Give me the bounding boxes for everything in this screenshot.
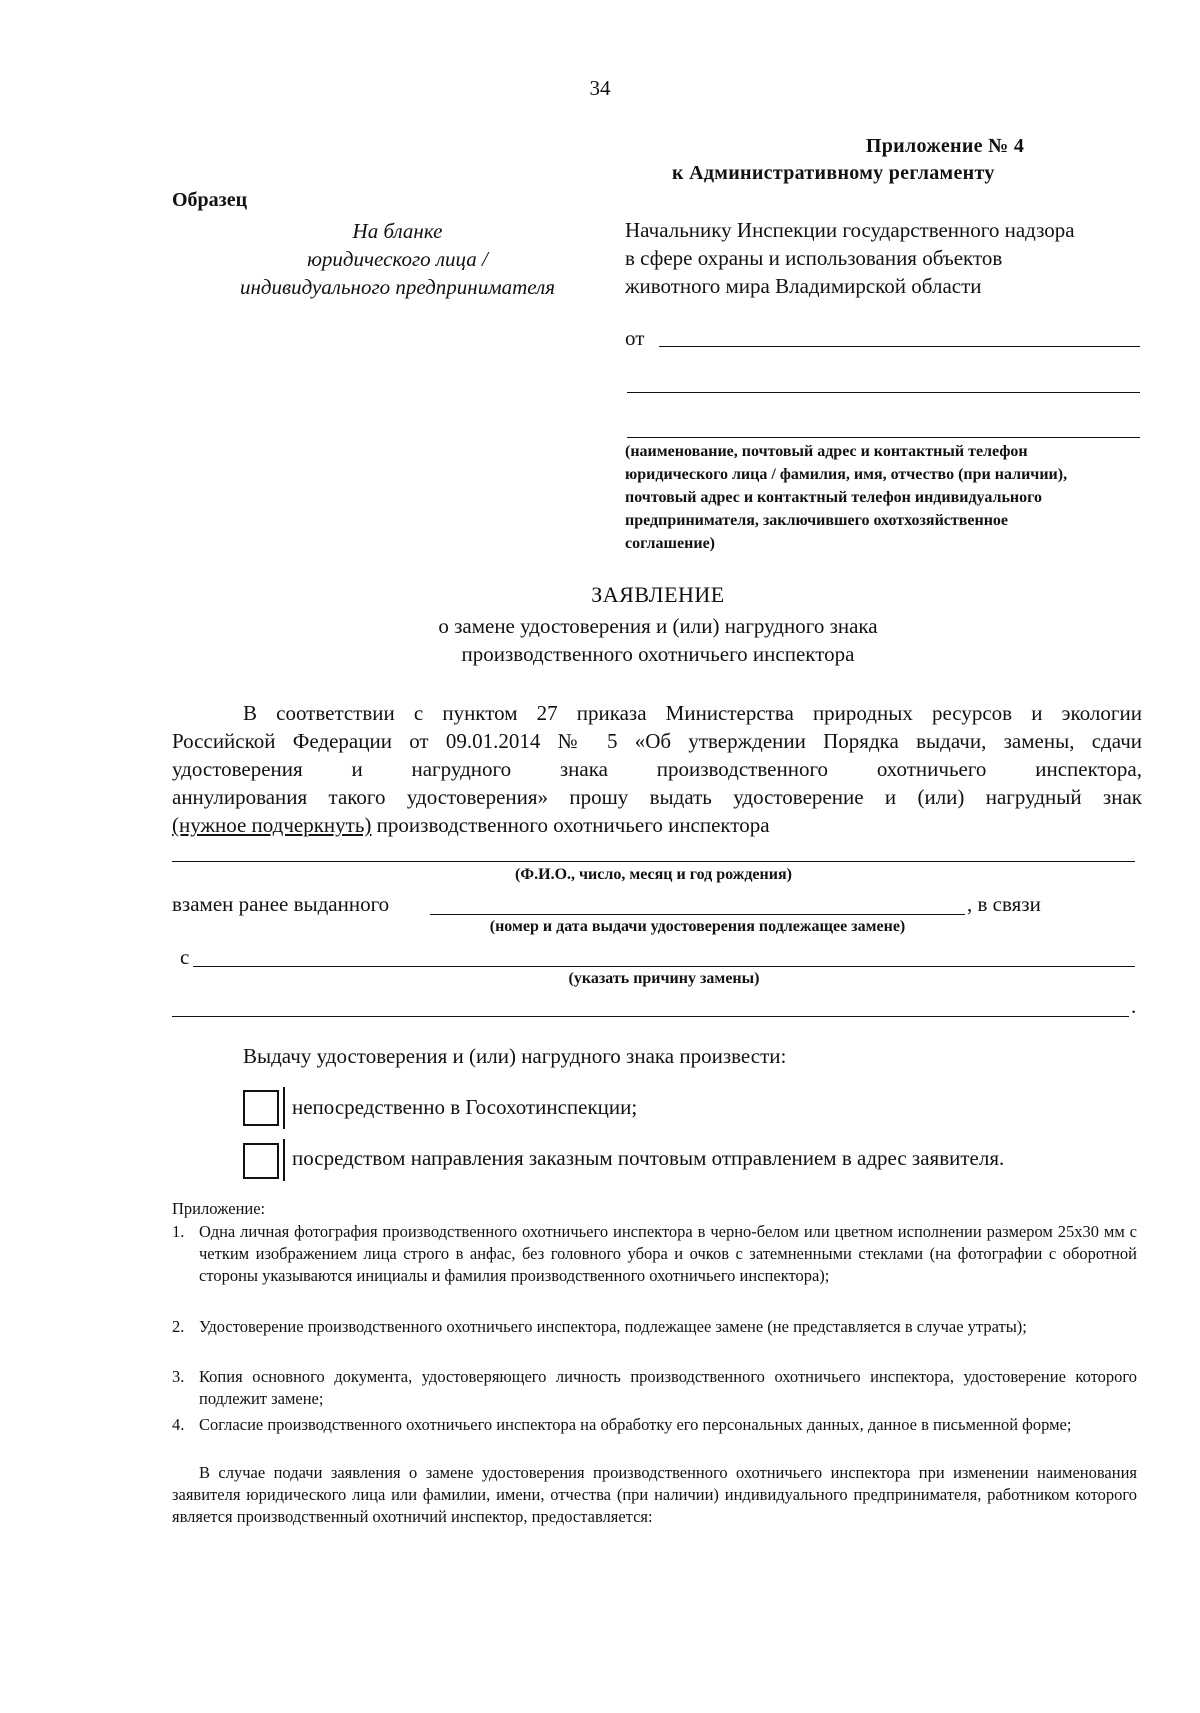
reason-hint: (указать причину замены)	[568, 970, 760, 987]
body-line: В соответствии с пунктом 27 приказа Министерства природных ресурсов и экологии	[243, 701, 1142, 725]
option-mail-checkbox[interactable]	[243, 1143, 279, 1179]
address-hint-line: соглашение)	[625, 535, 716, 552]
attachment-text: Копия основного документа, удостоверяющего личность производственного охотничьего инспектора, удостоверение которого подлежит замене;	[199, 1367, 1137, 1408]
attachment-number: 2.	[172, 1317, 185, 1336]
body-line: аннулирования такого удостоверения» прошу выдать удостоверение и (или) нагрудный знак	[172, 785, 1142, 809]
replace-label: взамен ранее выданного	[172, 892, 390, 916]
end-dot: .	[1131, 994, 1137, 1018]
replace-hint: (номер и дата выдачи удостоверения подлежащее замене)	[489, 918, 906, 935]
from-line-2[interactable]	[627, 392, 1140, 393]
attachment-item	[172, 1414, 1137, 1460]
document-subtitle: о замене удостоверения и (или) нагрудного знака	[438, 614, 878, 638]
from-label: от	[625, 326, 645, 350]
attachment-text: Одна личная фотография производственного охотничьего инспектора в черно-белом или цветном исполнении размером 25x30 мм с четким изображением лица строго в анфас, без головного убора и очков с затемненными стеклами (на фотографии с оборотной стороны указываются инициалы и фамилия производственного охотничьего инспектора);	[199, 1222, 1137, 1285]
fio-hint: (Ф.И.О., число, месяц и год рождения)	[515, 866, 792, 883]
attachment-text: Удостоверение производственного охотничьего инспектора, подлежащее замене (не представляется в случае утраты);	[199, 1317, 1027, 1336]
option-divider	[283, 1087, 285, 1129]
letterhead-note-line: индивидуального предпринимателя	[239, 275, 556, 299]
sample-label: Образец	[172, 189, 248, 211]
letterhead-note-line: юридического лица /	[307, 247, 488, 271]
reason-prefix: с	[180, 945, 190, 969]
attachments-closing: В случае подачи заявления о замене удостоверения производственного охотничьего инспектора при изменении наименования заявителя юридического лица или фамилии, имени, отчества (при наличии) индивидуального предпринимателя, работником которого является производственный охотничий инспектор, предоставляется:	[172, 1463, 1137, 1526]
attachment-item	[172, 1221, 1137, 1313]
body-line: Российской Федерации от 09.01.2014 № 5 «Об утверждении Порядка выдачи, замены, сдачи	[172, 729, 1142, 753]
address-hint-line: почтовый адрес и контактный телефон индивидуального	[625, 489, 1043, 506]
attachment-number: 4.	[172, 1415, 185, 1434]
letterhead-note-line: На бланке	[352, 219, 443, 243]
delivery-heading: Выдачу удостоверения и (или) нагрудного знака произвести:	[243, 1044, 787, 1068]
addressee-line: в сфере охраны и использования объектов	[625, 246, 1003, 270]
address-hint-line: (наименование, почтовый адрес и контактный телефон	[625, 443, 1028, 460]
address-hint-line: юридического лица / фамилия, имя, отчество (при наличии),	[625, 466, 1068, 483]
option-mail-label: посредством направления заказным почтовым отправлением в адрес заявителя.	[292, 1146, 1005, 1170]
document-title: ЗАЯВЛЕНИЕ	[591, 582, 725, 607]
replace-line[interactable]	[430, 914, 965, 915]
appendix-title: Приложение № 4	[865, 135, 1025, 157]
addressee-line: животного мира Владимирской области	[625, 274, 982, 298]
from-line-3[interactable]	[627, 437, 1140, 438]
attachment-number: 3.	[172, 1367, 185, 1386]
appendix-subtitle-text: к Административному регламенту	[672, 162, 995, 184]
reason-line-2[interactable]	[172, 1016, 1129, 1017]
document-subtitle: производственного охотничьего инспектора	[461, 642, 855, 666]
attachment-text: Согласие производственного охотничьего инспектора на обработку его персональных данных, данное в письменной форме;	[199, 1415, 1072, 1434]
body-line: удостоверения и нагрудного знака производственного охотничьего инспектора,	[172, 757, 1142, 781]
addressee-line: Начальнику Инспекции государственного надзора	[625, 218, 1075, 242]
page-number: 34	[589, 76, 611, 100]
attachment-number: 1.	[172, 1222, 185, 1241]
reason-line-1[interactable]	[193, 966, 1135, 967]
addressee-block	[625, 216, 1075, 300]
body-line-rest: производственного охотничьего инспектора	[371, 813, 770, 837]
address-hint	[625, 440, 1145, 555]
attachment-item	[172, 1316, 1137, 1362]
option-direct-checkbox[interactable]	[243, 1090, 279, 1126]
underline-instruction: (нужное подчеркнуть)	[172, 813, 372, 837]
letterhead-note	[200, 217, 595, 301]
replace-suffix: , в связи	[967, 892, 1041, 916]
option-direct-label: непосредственно в Госохотинспекции;	[292, 1095, 638, 1119]
attachments-heading: Приложение:	[172, 1199, 266, 1218]
address-hint-line: предпринимателя, заключившего охотхозяйственное	[625, 512, 1009, 529]
option-divider	[283, 1139, 285, 1181]
fio-line[interactable]	[172, 861, 1135, 862]
attachment-item	[172, 1366, 1137, 1412]
from-line-1[interactable]	[659, 346, 1140, 347]
body-line	[172, 812, 1142, 839]
